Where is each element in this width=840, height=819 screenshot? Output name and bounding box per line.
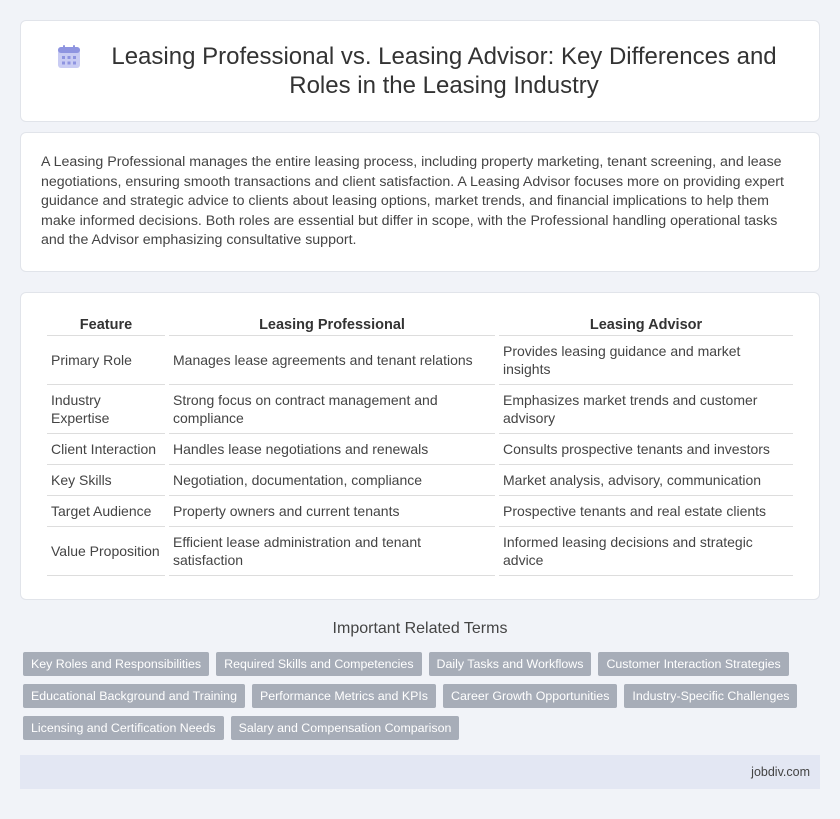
comparison-table	[43, 313, 797, 576]
table-cell: Property owners and current tenants	[169, 496, 495, 527]
table-cell: Industry Expertise	[47, 385, 165, 434]
table-cell: Client Interaction	[47, 434, 165, 465]
related-terms-tags	[20, 652, 820, 740]
table-cell: Consults prospective tenants and investors	[499, 434, 793, 465]
column-header: Feature	[47, 313, 165, 336]
table-row	[47, 434, 793, 465]
related-term-tag[interactable]: Licensing and Certification Needs	[23, 716, 224, 740]
title-card	[20, 20, 820, 122]
table-cell: Primary Role	[47, 336, 165, 385]
table-row	[47, 496, 793, 527]
related-term-tag[interactable]: Performance Metrics and KPIs	[252, 684, 436, 708]
table-cell: Provides leasing guidance and market insights	[499, 336, 793, 385]
related-term-tag[interactable]: Industry-Specific Challenges	[624, 684, 797, 708]
table-row	[47, 527, 793, 576]
table-cell: Value Proposition	[47, 527, 165, 576]
table-row	[47, 465, 793, 496]
calendar-icon	[56, 44, 82, 70]
table-cell: Strong focus on contract management and compliance	[169, 385, 495, 434]
table-cell: Negotiation, documentation, compliance	[169, 465, 495, 496]
table-row	[47, 336, 793, 385]
footer	[20, 755, 820, 789]
table-cell: Handles lease negotiations and renewals	[169, 434, 495, 465]
related-term-tag[interactable]: Required Skills and Competencies	[216, 652, 421, 676]
related-terms-section	[20, 620, 820, 740]
intro-text: A Leasing Professional manages the entire leasing process, including property marketing, tenant screening, and lease negotiations, ensuring smooth transactions and client satisfaction. A Leasing Advisor focuses more on providing expert guidance and strategic advice to clients about leasing options, market trends, and financial implications to help them make informed decisions. Both roles are essential but differ in scope, with the Professional handling operational tasks and the Advisor emphasizing consultative support.	[20, 132, 820, 272]
column-header: Leasing Professional	[169, 313, 495, 336]
comparison-table-card	[20, 292, 820, 600]
table-cell: Target Audience	[47, 496, 165, 527]
related-term-tag[interactable]: Salary and Compensation Comparison	[231, 716, 460, 740]
related-term-tag[interactable]: Daily Tasks and Workflows	[429, 652, 592, 676]
table-header-row	[47, 313, 793, 336]
table-cell: Prospective tenants and real estate clients	[499, 496, 793, 527]
related-term-tag[interactable]: Key Roles and Responsibilities	[23, 652, 209, 676]
table-cell: Manages lease agreements and tenant relations	[169, 336, 495, 385]
related-terms-title: Important Related Terms	[332, 620, 508, 637]
table-cell: Emphasizes market trends and customer advisory	[499, 385, 793, 434]
page-title: Leasing Professional vs. Leasing Advisor: Key Differences and Roles in the Leasing Industry	[111, 43, 777, 99]
footer-site-link[interactable]: jobdiv.com	[751, 765, 810, 779]
related-term-tag[interactable]: Career Growth Opportunities	[443, 684, 617, 708]
table-cell: Efficient lease administration and tenant satisfaction	[169, 527, 495, 576]
table-cell: Informed leasing decisions and strategic advice	[499, 527, 793, 576]
related-term-tag[interactable]: Customer Interaction Strategies	[598, 652, 788, 676]
table-cell: Key Skills	[47, 465, 165, 496]
table-row	[47, 385, 793, 434]
related-term-tag[interactable]: Educational Background and Training	[23, 684, 245, 708]
column-header: Leasing Advisor	[499, 313, 793, 336]
table-cell: Market analysis, advisory, communication	[499, 465, 793, 496]
